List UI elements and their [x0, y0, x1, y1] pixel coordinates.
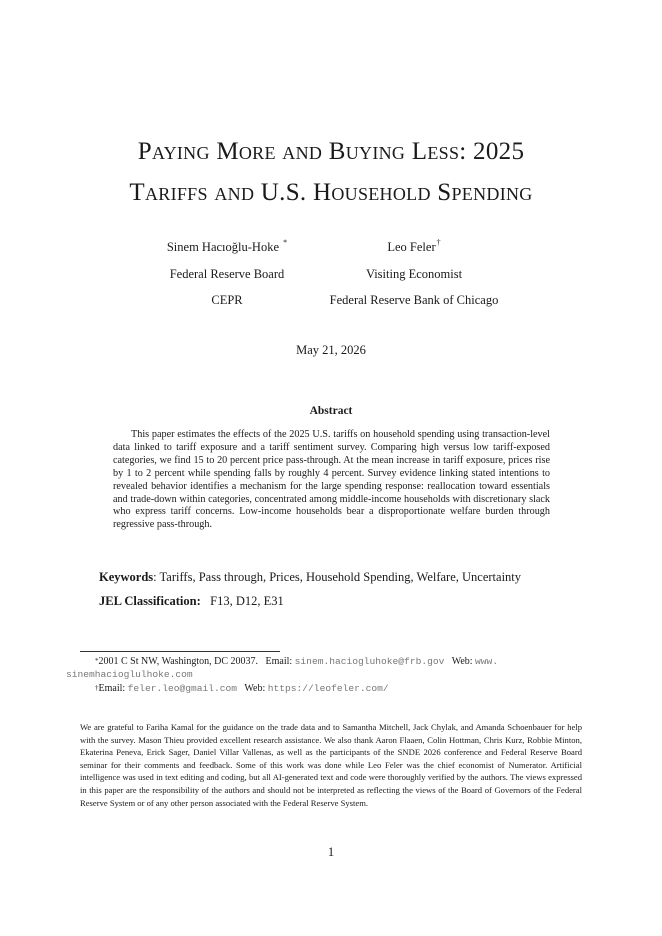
acknowledgements-text: We are grateful to Fariha Kamal for the guidance on the trade data and to Samantha Mitchell, Jack Chylak, and Amanda Schoenbauer for help with the survey. Mason Thieu provided excellent research assistance. We also thank Aaron Flaaen, Colin Hottman, Chris Kurz, Robbie Minton, Ekaterina Peneva, Erick Sager, Daniel Villar Vallenas, as well as the participants of the SNDE 2026 conference and Federal Reserve Board seminar for their comments and feedback. Some of this work was done while Leo Feler was the chief economist of Numerator. Artificial intelligence was used in text editing and coding, but all AI-generated text and code were thoroughly verified by the authors. The views expressed in this paper are the responsibility of the authors and should not be interpreted as reflecting the views of the Board of Governors of the Federal Reserve System or of any other person associated with the Federal Reserve System.	[80, 722, 582, 808]
footnote-1	[66, 656, 582, 681]
footnote-2-email-link[interactable]: feler.leo@gmail.com	[127, 683, 238, 694]
paper-title-line-1: Paying More and Buying Less: 2025	[137, 138, 525, 165]
abstract-text: This paper estimates the effects of the 2025 U.S. tariffs on household spending using transaction-level data linked to tariff exposure and a tariff sentiment survey. Comparing high versus low tariff-exposed categories, we find 15 to 20 percent price pass-through. At the mean increase in tariff exposure, prices rise by 1 to 2 percent while spending falls by roughly 4 percent. Survey evidence linking stated intentions to revealed behavior identifies a mechanism for the large spending response: reallocation toward essentials and trade-down within categories, concentrated among middle-income households with discretionary slack who express tariff concerns. Low-income households bear a disproportionate welfare burden through regressive pass-through.	[113, 429, 550, 531]
keywords-line	[99, 570, 521, 585]
jel-value: F13, D12, E31	[210, 594, 284, 608]
paper-date: May 21, 2026	[296, 343, 366, 357]
author-1-footnote-mark: *	[283, 238, 288, 247]
footnote-1-mark: *	[95, 657, 99, 665]
footnote-1-email-link[interactable]: sinem.haciogluhoke@frb.gov	[294, 656, 445, 667]
jel-label: JEL Classification:	[99, 594, 201, 608]
footnote-1-web-link-part-2[interactable]: sinemhacioglulhoke.com	[66, 668, 193, 680]
footnote-2-mark: †	[95, 684, 99, 692]
footnote-2-web-label: Web:	[244, 683, 266, 694]
author-1-affiliation-2: CEPR	[211, 293, 243, 307]
page-number: 1	[327, 845, 335, 859]
footnote-1-web-label: Web:	[451, 656, 473, 667]
footnote-2-web-link[interactable]: https://leofeler.com/	[267, 683, 389, 694]
author-1-name: Sinem Hacıoğlu-Hoke *	[166, 238, 288, 254]
author-2-affiliation-2: Federal Reserve Bank of Chicago	[329, 293, 499, 307]
footnote-1-email-label: Email:	[265, 656, 293, 667]
footnote-1-address: 2001 C St NW, Washington, DC 20037.	[98, 656, 258, 667]
jel-line	[99, 594, 284, 609]
paper-title-line-2: Tariffs and U.S. Household Spending	[129, 179, 533, 206]
author-2-footnote-mark: †	[436, 238, 441, 247]
keywords-separator: :	[153, 570, 160, 584]
author-1-affiliation-1: Federal Reserve Board	[169, 267, 285, 281]
abstract-heading: Abstract	[309, 405, 353, 417]
footnote-2	[80, 683, 596, 696]
keywords-value: Tariffs, Pass through, Prices, Household Spending, Welfare, Uncertainty	[159, 570, 522, 584]
author-2-name: Leo Feler†	[387, 238, 441, 254]
footnote-2-email-label: Email:	[98, 683, 126, 694]
author-2-affiliation-1: Visiting Economist	[365, 267, 463, 281]
keywords-label: Keywords	[99, 570, 154, 584]
footnote-rule	[80, 651, 280, 652]
footnote-1-web-link-part-1[interactable]: www.	[475, 656, 499, 667]
